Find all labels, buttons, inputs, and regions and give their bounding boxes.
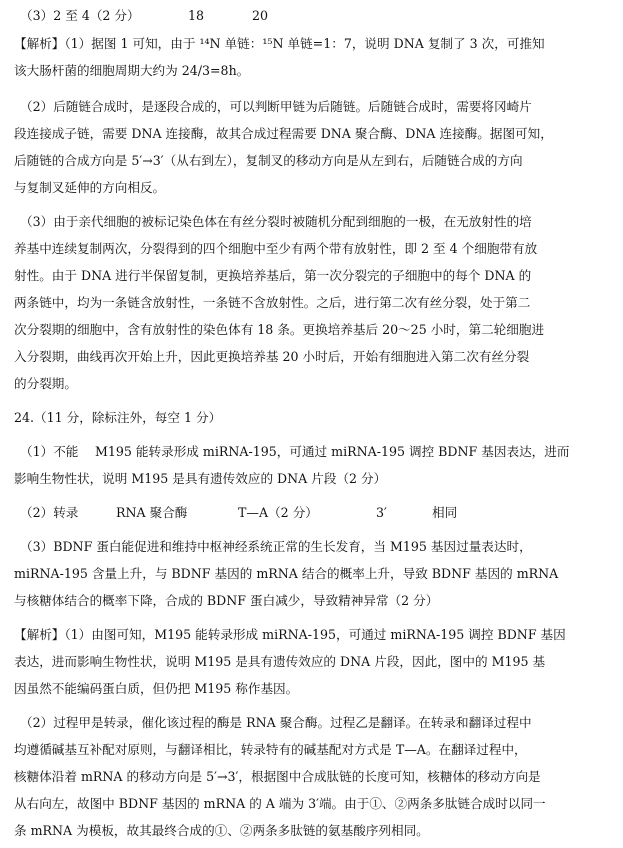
q24-a2-value-1: RNA 聚合酶 bbox=[116, 505, 188, 520]
analysis2-p2-line3: 核糖体沿着 mRNA 的移动方向是 5′→3′，根据图中合成肽链的长度可知，核糖体的移动方向是 bbox=[14, 769, 541, 784]
q24-a1-line1: （1）不能 M195 能转录形成 miRNA-195，可通过 miRNA-195 调控 BDNF 基因表达，进而 bbox=[20, 444, 570, 459]
analysis1-p1-line1: 【解析】（1）据图 1 可知，由于 ¹⁴N 单链：¹⁵N 单链=1：7，说明 DNA 复制了 3 次，可推知 bbox=[14, 36, 545, 51]
q24-a3-line2: miRNA-195 含量上升，与 BDNF 基因的 mRNA 结合的概率上升，导致 BDNF 基因的 mRNA bbox=[14, 566, 559, 581]
analysis2-p2-line1: （2）过程甲是转录，催化该过程的酶是 RNA 聚合酶。过程乙是翻译。在转录和翻译过程中 bbox=[20, 715, 532, 730]
q24-a2-line bbox=[20, 505, 610, 521]
analysis2-p1-line2: 表达，进而影响生物性状，说明 M195 是具有遗传效应的 DNA 片段，因此，图中的 M195 基 bbox=[14, 654, 546, 669]
analysis1-p3-line4: 两条链中，均为一条链含放射性，一条链不含放射性。之后，进行第二次有丝分裂，处于第二 bbox=[14, 295, 531, 310]
analysis2-p2-line4: 从右向左，故图中 BDNF 基因的 mRNA 的 A 端为 3′端。由于①、②两条多肽链合成时以同一 bbox=[14, 796, 546, 811]
top-answer-item: （3）2 至 4（2 分） bbox=[20, 8, 140, 23]
q24-a1-line2: 影响生物性状，说明 M195 是具有遗传效应的 DNA 片段（2 分） bbox=[14, 471, 387, 486]
q24-a2-value-2: T—A（2 分） bbox=[238, 505, 318, 520]
analysis1-p3-line1: （3）由于亲代细胞的被标记染色体在有丝分裂时被随机分配到细胞的一极，在无放射性的培 bbox=[20, 214, 532, 229]
analysis1-p1-line2: 该大肠杆菌的细胞周期大约为 24/3=8h。 bbox=[14, 63, 250, 78]
analysis1-p3-line7: 的分裂期。 bbox=[14, 376, 77, 391]
q24-a2-value-3: 3′ bbox=[376, 505, 387, 520]
analysis1-p2-line2: 段连接成子链，需要 DNA 连接酶，故其合成过程需要 DNA 聚合酶、DNA 连接酶。据图可知， bbox=[14, 126, 553, 141]
analysis1-p3-line3: 射性。由于 DNA 进行半保留复制，更换培养基后，第一次分裂完的子细胞中的每个 DNA 的 bbox=[14, 268, 532, 283]
analysis2-p1-line3: 因虽然不能编码蛋白质，但仍把 M195 称作基因。 bbox=[14, 681, 299, 696]
analysis1-p3-line6: 入分裂期，曲线再次开始上升，因此更换培养基 20 小时后，开始有细胞进入第二次有丝分裂 bbox=[14, 349, 530, 364]
top-answer-line bbox=[20, 8, 610, 24]
top-answer-value-1: 18 bbox=[188, 8, 205, 23]
analysis2-p2-line2: 均遵循碱基互补配对原则，与翻译相比，转录特有的碱基配对方式是 T—A。在翻译过程中， bbox=[14, 742, 527, 757]
q24-a3-line3: 与核糖体结合的概率下降，合成的 BDNF 蛋白减少，导致精神异常（2 分） bbox=[14, 593, 439, 608]
analysis2-p1-line1: 【解析】（1）由图可知，M195 能转录形成 miRNA-195，可通过 miRNA-195 调控 BDNF 基因 bbox=[14, 627, 566, 642]
analysis1-p2-line4: 与复制叉延伸的方向相反。 bbox=[14, 180, 166, 195]
q24-a2-item: （2）转录 bbox=[20, 505, 79, 520]
q24-header: 24.（11 分，除标注外，每空 1 分） bbox=[14, 410, 222, 425]
analysis1-p2-line1: （2）后随链合成时，是逐段合成的，可以判断甲链为后随链。后随链合成时，需要将冈崎片 bbox=[20, 99, 532, 114]
analysis1-p3-line5: 次分裂期的细胞中，含有放射性的染色体有 18 条。更换培养基后 20～25 小时，第二轮细胞进 bbox=[14, 322, 545, 337]
analysis1-p2-line3: 后随链的合成方向是 5′→3′（从右到左），复制叉的移动方向是从左到右，后随链合成的方向 bbox=[14, 153, 523, 168]
analysis1-p3-line2: 养基中连续复制两次，分裂得到的四个细胞中至少有两个带有放射性，即 2 至 4 个细胞带有放 bbox=[14, 241, 538, 256]
q24-a2-value-4: 相同 bbox=[432, 505, 458, 520]
analysis2-p2-line5: 条 mRNA 为模板，故其最终合成的①、②两条多肽链的氨基酸序列相同。 bbox=[14, 823, 429, 838]
top-answer-value-2: 20 bbox=[252, 8, 269, 23]
q24-a3-line1: （3）BDNF 蛋白能促进和维持中枢神经系统正常的生长发育，当 M195 基因过量表达时， bbox=[20, 539, 532, 554]
